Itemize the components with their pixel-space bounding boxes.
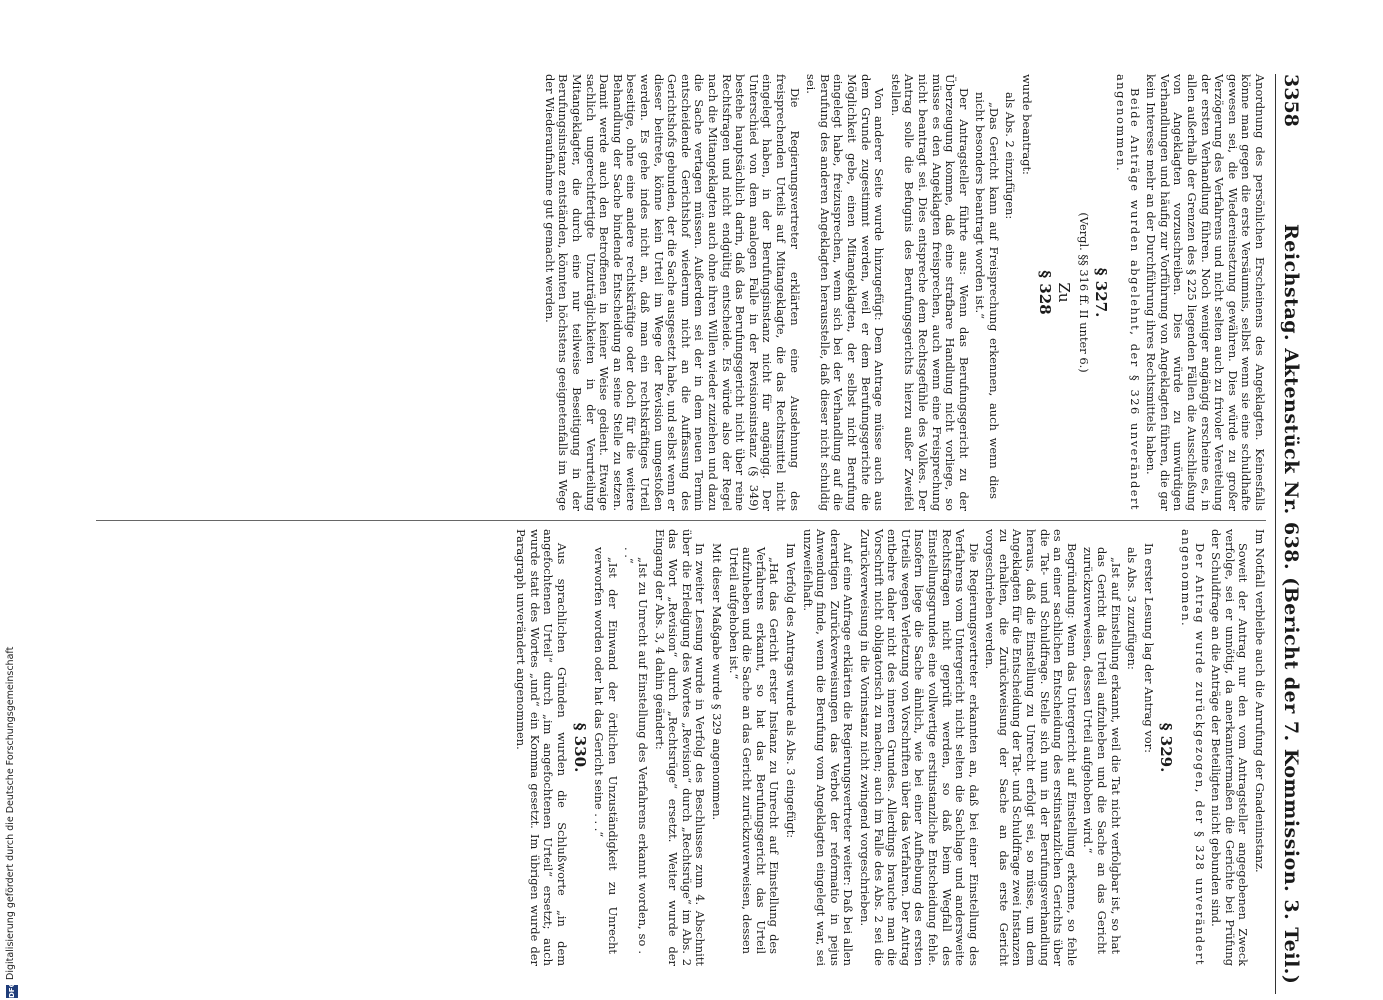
paragraph: In erster Lesung lag der Antrag vor: bbox=[1141, 543, 1156, 753]
paragraph: Mit dieser Maßgabe wurde § 329 angenommen. bbox=[710, 543, 725, 821]
paragraph: Soweit der Antrag nur den vom Antragsteller angegebenen Zweck verfolge, sei er unnötig, da anerkanntermaßen die Gerichte bei Prüfung der Schuldfrage an die Anträge der Beteiligten nicht gebunden sind. bbox=[1209, 529, 1251, 966]
quote-paragraph: „Ist auf Einstellung erkannt, weil die Tat nicht verfolgbar ist, so hat das Gericht das Urteil aufzuheben und die Sache an das Gericht zurückzuverweisen, dessen Urteil aufgehoben wird.“ bbox=[1081, 547, 1123, 954]
section-heading-330: § 330. bbox=[570, 722, 589, 773]
paragraph: Der Antragsteller führte aus: Wenn das Berufungsgericht zu der Überzeugung komme, daß eine strafbare Handlung nicht vorliege, so müsse es den Angeklagten freisprechen, auch wenn eine Freisprechung nicht beantragt sei. Dies entspreche dem Rechtsgefühle des Volkes. Der Antrag solle die Befugnis des Berufungsgerichts hierzu außer Zweifel stellen. bbox=[888, 74, 971, 511]
left-column bbox=[539, 74, 1266, 511]
rotated-document bbox=[80, 74, 1310, 994]
paragraph: Beide Anträge wurden abgelehnt, der § 326 unverändert angenommen. bbox=[1114, 74, 1142, 511]
right-column bbox=[511, 529, 1266, 966]
page-header bbox=[1275, 74, 1302, 994]
section-heading-327: § 327. bbox=[1092, 267, 1111, 318]
section-heading-329: § 329. bbox=[1157, 722, 1176, 773]
paragraph: Im Verfolg des Antrags wurde als Abs. 3 eingefügt: bbox=[784, 543, 798, 839]
paragraph: als Abs. 2 einzufügen: bbox=[1003, 92, 1018, 220]
paragraph: Die Regierungsvertreter erkannten an, daß bei einer Einstellung des Verfahrens vom Untergericht nicht selten die Sachlage und andersweite Rechtsfragen nicht geprüft werden, so daß beim Wegfall des Einstellungsgrundes eine vollwertige erstinstanzliche Entscheidung fehle. Insofern liege die Sache ähnlich, wie bei einer Aufhebung des ersten Urteils wegen Verletzung von Vorschriften über das Verfahren. Der Antrag entbehre daher nicht des inneren Grundes. Allerdings brauche man die Vorschrift nicht obligatorisch zu machen; auch im Falle des Abs. 2 sei die Zurückverweisung in die Vorinstanz nicht zwingend vorgeschrieben. bbox=[857, 529, 981, 966]
digitization-credit bbox=[4, 0, 18, 1000]
page-title: Reichstag. Aktenstück Nr. 638. (Bericht der 7. Kommission. 3. Teil.) bbox=[1280, 224, 1302, 985]
paragraph: Anordnung des persönlichen Erscheinens des Angeklagten. Keinesfalls könne man gegen die erste Versäumnis, selbst wenn sie eine schuldhafte gewesen sei, die Wiedereinsetzung gewähren. Dies würde zu großer Verzögerung des Verfahrens und nicht selten auch zu frivoler Vereitelung der ersten Verhandlung führen. Noch weniger angängig erscheine es, in allen außerhalb der Grenzen des § 225 liegenden Fällen die Ausschließung von Angeklagten vorzuschreiben. Dies würde zu unwürdigen Verhandlungen und häufig zur Vorführung von Angeklagten führen, die gar kein Interesse mehr an der Durchführung ihres Rechtsmittels haben. bbox=[1144, 74, 1267, 511]
paragraph: Aus sprachlichen Gründen wurden die Schlußworte „in dem angefochtenen Urteil“ durch „im angefochtenen Urteil“ ersetzt; auch wurde statt des Wortes „und“ ein Komma gesetzt. Im übrigen wurde der Paragraph unverändert angenommen. bbox=[514, 529, 570, 966]
quote-paragraph: „Ist zu Unrecht auf Einstellung des Verfahrens erkannt worden, so . . .“ bbox=[622, 547, 651, 954]
quote-paragraph: „Das Gericht kann auf Freisprechung erkennen, auch wenn dies nicht besonders beantragt worden ist.“ bbox=[973, 92, 1001, 499]
zu-label: Zu bbox=[1055, 282, 1074, 303]
paragraph: In zweiter Lesung wurde in Verfolg des Beschlusses zum 4. Abschnitt über die Erledigung des Wortes „Revision“ durch „Rechtsrüge“ im Abs. 2 das Wort „Revision“ durch „Rechtsrüge“ ersetzt. Weiter wurde der Eingang der Abs. 3, 4 dahin geändert: bbox=[652, 529, 708, 966]
section-heading-328: § 328 bbox=[1035, 270, 1054, 315]
quote-paragraph: „Ist der Einwand der örtlichen Unzuständigkeit zu Unrecht verworfen worden oder hat das Gericht seine . . .“ bbox=[592, 547, 620, 954]
credit-text: Digitalisierung gefördert durch die Deutsche Forschungsgemeinschaft bbox=[5, 646, 16, 980]
dfg-logo: DFG bbox=[8, 981, 16, 998]
paragraph: Von anderer Seite wurde hinzugefügt: Dem Antrage müsse auch aus dem Grunde zugestimmt werden, weil er dem Berufungsgerichte die Möglichkeit gebe, einen Mitangeklagten, der selbst nicht Berufung eingelegt habe, freizusprechen, wenn sich bei der Verhandlung auf die Berufung des anderen Angeklagten herausstelle, daß dieser nicht schuldig sei. bbox=[804, 74, 887, 511]
paragraph: wurde beantragt: bbox=[1020, 74, 1035, 175]
paragraph: Die Regierungsvertreter erklärten eine Ausdehnung des freisprechenden Urteils auf Mitangeklagte, die das Rechtsmittel nicht eingelegt haben, in der Berufungsinstanz nicht für angängig. Der Unterschied von dem analogen Falle in der Revisionsinstanz (§ 349) bestehe hauptsächlich darin, daß das Berufungsgericht nicht über reine Rechtsfragen und nicht endgültig entscheide. Es würde also der Regel nach die Mitangeklagten auch ohne ihren Willen wieder zuziehen und dazu die Sache vertagen müssen. Außerdem sei der in dem neuen Termin entscheidende Gerichtshof wiederum nicht an die Auffassung des Gerichtshofs gebunden, der die Sache ausgesetzt habe, und selbst wenn er dieser beitrete, könne kein Urteil im Wege der Revision umgestoßen werden. Es gehe indes nicht an, daß man ein rechtskräftiges Urteil beseitige, ohne eine andere rechtskräftige oder doch für die weitere Behandlung der Sache bindende Entscheidung an seine Stelle zu setzen. Damit werde auch den Betroffenen in keiner Weise gedient. Etwaige sachlich ungerechtfertigte Unzuträglichkeiten in der Verurteilung Mitangeklagter, die durch eine nur teilweise Beseitigung in der Berufungsinstanz entständen, könnten höchstens geeignetenfalls im Wege der Wiederaufnahme gut gemacht werden. bbox=[542, 74, 802, 511]
paragraph: Auf eine Anfrage erklärten die Regierungsvertreter weiter: Daß bei allen derartigen Zurückverweisungen das Verbot der reformatio in pejus Anwendung finde, wenn die Berufung vom Angeklagten eingelegt war, sei unzweifelhaft. bbox=[800, 529, 856, 966]
quote-paragraph: „Hat das Gericht erster Instanz zu Unrecht auf Einstellung des Verfahrens erkannt, so hat das Berufungsgericht das Urteil aufzuheben und die Sache an das Gericht zurückzuverweisen, dessen Urteil aufgehoben ist.“ bbox=[726, 547, 782, 954]
section-reference: (Vergl. §§ 316 ff. II unter 6.) bbox=[1076, 212, 1091, 373]
paragraph: als Abs. 3 zuzufügen: bbox=[1125, 547, 1140, 670]
paragraph: Der Antrag wurde zurückgezogen, der § 328 unverändert angenommen. bbox=[1179, 529, 1207, 966]
page-number: 3358 bbox=[1280, 74, 1302, 127]
paragraph: Im Notfall verbleibe auch die Anrufung der Gnadeninstanz. bbox=[1253, 529, 1267, 873]
column-divider bbox=[96, 520, 1266, 521]
paragraph: Begründung: Wenn das Untergericht auf Einstellung erkenne, so fehle es an einer sachlichen Entscheidung des erstinstanzlichen Gerichts über die Tat- und Schuldfrage. Stelle sich nun in der Berufungsverhandlung heraus, daß die Einstellung zu Unrecht erfolgt sei, so müsse, um dem Angeklagten für die Entscheidung der Tat- und Schuldfrage zwei Instanzen zu erhalten, die Zurückweisung der Sache an das erste Gericht vorgeschrieben werden. bbox=[983, 529, 1079, 966]
